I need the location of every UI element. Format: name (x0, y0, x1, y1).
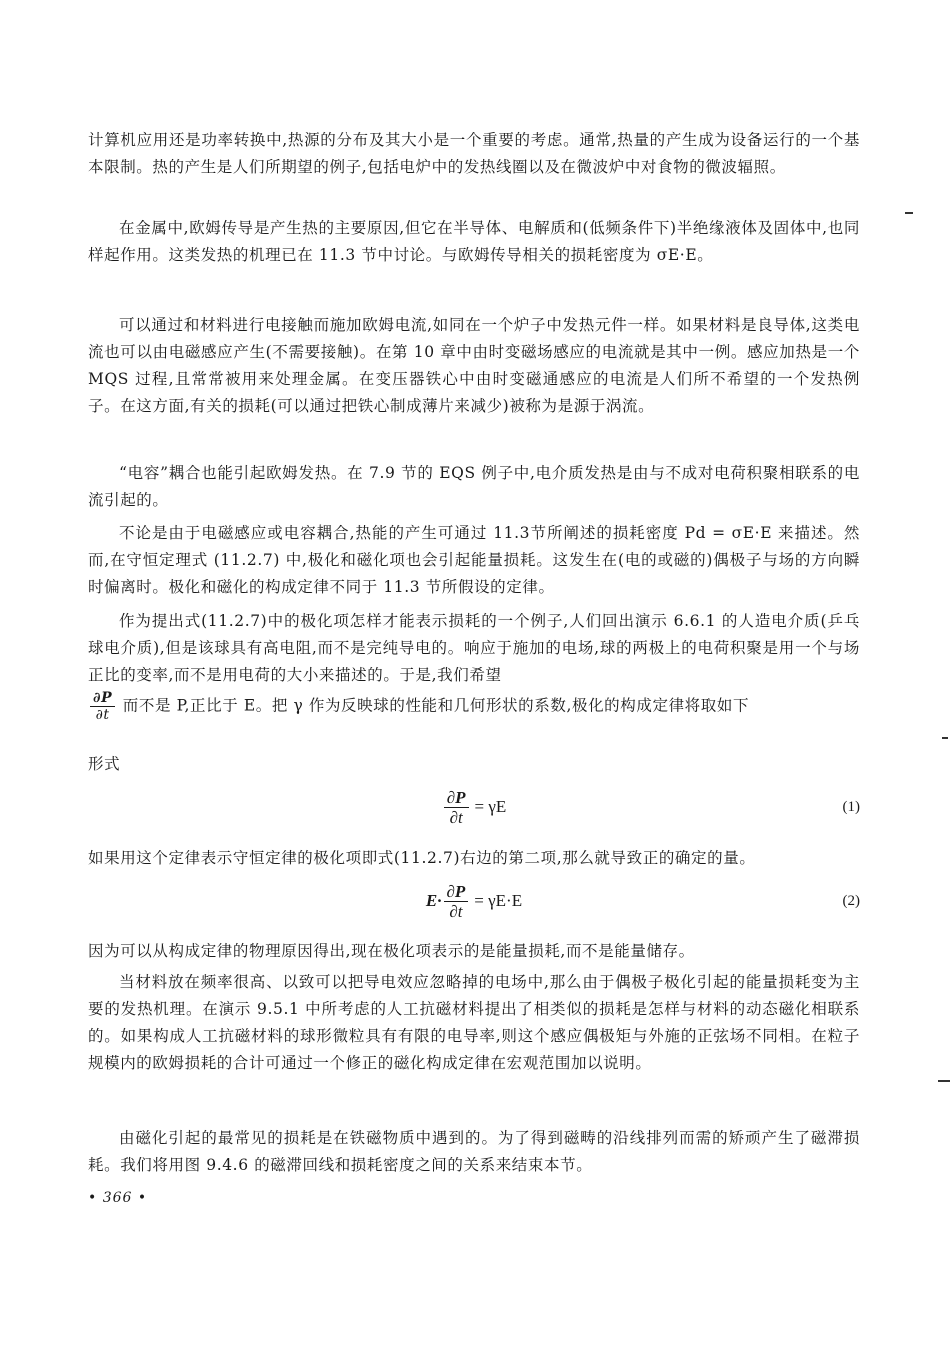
equation-2-numerator: ∂P (444, 882, 469, 902)
equation-2-number: (2) (842, 892, 860, 909)
inline-formula-line (88, 690, 860, 723)
paragraph-xingshi: 形式 (88, 755, 121, 773)
paragraph-3: 可以通过和材料进行电接触而施加欧姆电流,如同在一个炉子中发热元件一样。如果材料是良导体,这类电流也可以由电磁感应产生(不需要接触)。在第 10 章中由时变磁场感应的电流就是其中一例。感应加热是一个 MQS 过程,且常常被用来处理金属。在变压器铁心中由时变磁通感应的电流是人们所不希望的一个发热例子。在这方面,有关的损耗(可以通过把铁心制成薄片来减少)被称为是源于涡流。 (88, 316, 860, 415)
margin-mark (938, 1080, 950, 1082)
equation-2-prefix: E· (425, 891, 442, 910)
inline-formula-text: 而不是 P,正比于 E。把 γ 作为反映球的性能和几何形状的系数,极化的构成定律将取如下 (122, 696, 750, 715)
paragraph-6: 作为提出式(11.2.7)中的极化项怎样才能表示损耗的一个例子,人们回出演示 6.6.1 的人造电介质(乒乓球电介质),但是该球具有高电阻,而不是完纯导电的。响应于施加的电场,球的两极上的电荷积聚是用一个与场正比的变率,而不是用电荷的大小来描述的。于是,我们希望 (88, 612, 860, 684)
equation-2-expression (88, 876, 860, 926)
equation-1-fraction (444, 788, 469, 827)
equation-2 (88, 876, 860, 926)
paragraph-4: “电容”耦合也能引起欧姆发热。在 7.9 节的 EQS 例子中,电介质发热是由与不成对电荷积聚相联系的电流引起的。 (88, 464, 860, 509)
equation-1-denominator: ∂t (449, 807, 463, 827)
margin-mark (905, 212, 913, 214)
paragraph-10: 由磁化引起的最常见的损耗是在铁磁物质中遇到的。为了得到磁畴的沿线排列而需的矫顽产生了磁滞损耗。我们将用图 9.4.6 的磁滞回线和损耗密度之间的关系来结束本节。 (88, 1129, 860, 1174)
paragraph-2: 在金属中,欧姆传导是产生热的主要原因,但它在半导体、电解质和(低频条件下)半绝缘液体及固体中,也同样起作用。这类发热的机理已在 11.3 节中讨论。与欧姆传导相关的损耗密度为 σE·E。 (88, 219, 860, 264)
equation-1-rhs: = γE (474, 797, 507, 816)
equation-1 (88, 782, 860, 832)
paragraph-8: 因为可以从构成定律的物理原因得出,现在极化项表示的是能量损耗,而不是能量储存。 (88, 942, 695, 960)
paragraph-9: 当材料放在频率很高、以致可以把导电效应忽略掉的电场中,那么由于偶极子极化引起的能量损耗变为主要的发热机理。在演示 9.5.1 中所考虑的人工抗磁材料提出了相类似的损耗是怎样与材料的动态磁化相联系的。如果构成人工抗磁材料的球形微粒具有有限的电导率,则这个感应偶极矩与外施的正弦场不同相。在粒子规模内的欧姆损耗的合计可通过一个修正的磁化构成定律在宏观范围加以说明。 (88, 973, 860, 1072)
equation-1-number: (1) (842, 798, 860, 815)
inline-fraction-numerator: ∂P (90, 690, 115, 707)
paragraph-7: 如果用这个定律表示守恒定律的极化项即式(11.2.7)右边的第二项,那么就导致正的确定的量。 (88, 849, 756, 867)
equation-1-expression (88, 782, 860, 832)
inline-fraction (90, 690, 115, 723)
page-number: • 366 • (88, 1190, 148, 1206)
margin-mark (942, 737, 948, 739)
equation-2-rhs: = γE·E (474, 891, 523, 910)
paragraph-1: 计算机应用还是功率转换中,热源的分布及其大小是一个重要的考虑。通常,热量的产生成为设备运行的一个基本限制。热的产生是人们所期望的例子,包括电炉中的发热线圈以及在微波炉中对食物的微波辐照。 (88, 131, 860, 176)
equation-2-denominator: ∂t (449, 901, 463, 921)
inline-fraction-denominator: ∂t (95, 707, 110, 723)
equation-2-fraction (444, 882, 469, 921)
equation-1-numerator: ∂P (444, 788, 469, 808)
paragraph-5: 不论是由于电磁感应或电容耦合,热能的产生可通过 11.3节所阐述的损耗密度 Pd = σE·E 来描述。然而,在守恒定理式 (11.2.7) 中,极化和磁化项也会引起能量损耗。这发生在(电的或磁的)偶极子与场的方向瞬时偏离时。极化和磁化的构成定律不同于 11.3 节所假设的定律。 (88, 524, 860, 596)
